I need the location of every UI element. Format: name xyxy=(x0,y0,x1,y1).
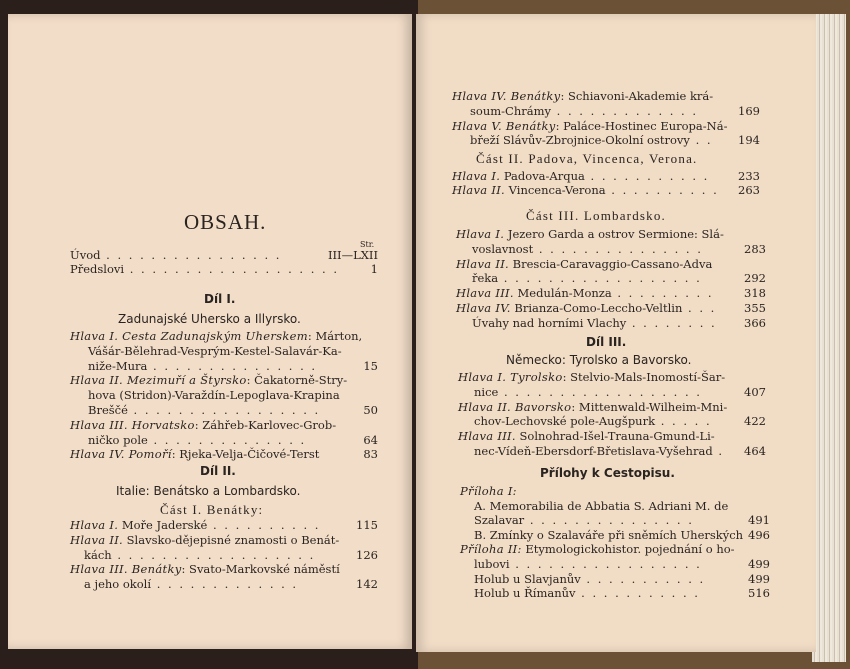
toc-line-heading: Hlava IV. Benátky xyxy=(452,89,561,103)
toc-line-text: : Stelvio-Mals-Inomostí-Šar- xyxy=(562,370,726,384)
appendix-title: Přílohy k Cestopisu. xyxy=(540,466,675,480)
toc-line xyxy=(460,485,517,498)
toc-line xyxy=(474,587,700,600)
toc-line xyxy=(452,170,709,183)
toc-line-text: : Záhřeb-Karlovec-Grob- xyxy=(194,417,337,432)
toc-line-heading: Hlava II. xyxy=(452,183,506,197)
toc-line xyxy=(474,529,743,542)
toc-line xyxy=(456,302,716,315)
toc-page-number: 516 xyxy=(748,586,770,601)
toc-leader-dots: . . . . . . . . . . . . . . . . . xyxy=(127,403,321,417)
toc-line xyxy=(70,534,339,547)
toc-line-text: lubovi xyxy=(474,557,510,571)
dil2-part-title: Část I. Benátky: xyxy=(160,502,264,517)
toc-page-number: 355 xyxy=(744,301,766,315)
toc-line xyxy=(472,317,717,330)
toc-line-text: : Čakatorně-Stry- xyxy=(246,373,348,388)
toc-leader-dots: . . . . . . . . . . . . . xyxy=(151,577,299,592)
toc-line-heading: Hlava I. xyxy=(456,227,505,241)
toc-leader-dots: . . . . . . . . . . . . . . . xyxy=(524,513,694,528)
toc-page-number: 283 xyxy=(744,241,766,256)
toc-line-heading: Hlava IV. xyxy=(456,301,511,315)
toc-line xyxy=(458,371,725,384)
right-page xyxy=(416,14,816,652)
toc-line xyxy=(458,401,727,414)
toc-line xyxy=(460,543,735,556)
toc-line-text: hova (Stridon)-Varaždín-Lepoglava-Krapina xyxy=(88,388,340,403)
toc-line-heading: Hlava II. Mezimuří a Štyrsko xyxy=(70,373,247,388)
toc-leader-dots: . . . . . . . . . xyxy=(611,286,714,301)
toc-line-heading: Příloha II: xyxy=(460,542,522,557)
toc-page-number: 366 xyxy=(744,315,766,330)
toc-line xyxy=(84,549,315,562)
toc-leader-dots: . . . . . . . . . . xyxy=(207,518,321,532)
toc-line xyxy=(88,345,342,358)
toc-line-text: : Rjeka-Velja-Čičové-Terst xyxy=(171,447,320,462)
toc-line-text: a jeho okolí xyxy=(84,577,152,592)
toc-leader-dots: . xyxy=(712,444,724,458)
toc-line-text: Jezero Garda a ostrov Sermione: Slá- xyxy=(504,227,724,241)
toc-line-heading: Hlava V. Benátky xyxy=(452,118,556,133)
toc-line-text: Brescia-Caravaggio-Cassano-Adva xyxy=(509,256,713,271)
toc-line xyxy=(88,434,306,447)
toc-page-number: 1 xyxy=(370,262,378,276)
toc-line-heading: Hlava II. xyxy=(70,532,124,547)
toc-line-text: Úvahy nad horními Vlachy xyxy=(472,315,627,330)
toc-page-number: 126 xyxy=(356,547,378,562)
toc-leader-dots: . . . . . . . . . . . . . . xyxy=(147,432,307,447)
toc-page-number: 194 xyxy=(738,133,760,148)
toc-page-number: 407 xyxy=(744,384,766,399)
toc-page-number: 64 xyxy=(363,432,378,447)
toc-line-text: : Márton, xyxy=(307,329,363,343)
toc-line-text: Medulán-Monza xyxy=(513,286,612,301)
toc-line-text: Breščé xyxy=(88,403,128,417)
toc-page-number: 464 xyxy=(744,444,766,458)
toc-page-number: 115 xyxy=(356,518,378,532)
toc-page-number: 499 xyxy=(748,557,770,571)
toc-line xyxy=(70,519,320,532)
toc-line xyxy=(472,272,702,285)
toc-line xyxy=(472,243,703,256)
toc-line-text: voslavnost xyxy=(472,241,534,256)
toc-line-heading: Hlava I. xyxy=(70,518,119,532)
dil3-subtitle: Německo: Tyrolsko a Bavorsko. xyxy=(506,353,692,367)
toc-leader-dots: . . . . . . . . . . . . . . . xyxy=(533,241,703,256)
toc-page-number: 422 xyxy=(744,414,766,429)
toc-line xyxy=(452,120,727,133)
intro-line-label: Úvod xyxy=(70,248,101,262)
toc-line-heading: Příloha I: xyxy=(460,484,517,498)
toc-line xyxy=(70,330,362,343)
toc-page-number: 263 xyxy=(738,183,760,197)
toc-line-text: A. Memorabilia de Abbatia S. Adriani M. de xyxy=(474,498,729,513)
toc-line xyxy=(474,445,724,458)
dil3-title: Díl III. xyxy=(586,335,627,349)
toc-line-text: řeka xyxy=(472,271,499,286)
toc-line-heading: Hlava I. xyxy=(452,169,501,183)
part3-title: Část III. Lombardsko. xyxy=(526,208,667,223)
toc-line-text: Vášár-Bělehrad-Vesprým-Kestel-Salavár-Ka- xyxy=(88,343,342,358)
toc-line-text: Szalavar xyxy=(474,513,525,528)
toc-leader-dots: . . . . . . . . . . . . . xyxy=(550,103,699,118)
toc-line xyxy=(474,558,702,571)
toc-line-text: Solnohrad-Išel-Trauna-Gmund-Li- xyxy=(515,429,715,444)
toc-line xyxy=(88,389,340,402)
toc-leader-dots: . . . . . . . . . . . . . . . xyxy=(147,358,318,373)
toc-line-text: : Paláce-Hostinec Europa-Ná- xyxy=(555,118,728,133)
toc-page-number: 83 xyxy=(363,447,378,462)
toc-leader-dots: . . . . . . . . . . . . . . . . . . xyxy=(498,384,702,399)
toc-leader-dots: . . xyxy=(689,133,713,148)
toc-line xyxy=(70,448,319,461)
toc-line xyxy=(84,578,298,591)
toc-leader-dots: . . . . . . . . . . . . . . . . xyxy=(100,248,282,262)
toc-leader-dots: . . . . . . . . . . . . . . . . . . . xyxy=(124,262,340,276)
toc-line-text: břeží Slávův-Zbrojnice-Okolní ostrovy xyxy=(470,133,690,148)
dil2-title: Díl II. xyxy=(200,464,236,478)
toc-leader-dots: . . . . . . . . . . xyxy=(605,183,719,197)
intro-line-label: Předslovi xyxy=(70,262,125,276)
toc-line xyxy=(474,500,728,513)
toc-leader-dots: . . . . . . . . . . . . . . . . . xyxy=(509,557,702,571)
page-column-label: Str. xyxy=(360,240,375,249)
toc-leader-dots: . . . . . . . . . . . . . . . . . . xyxy=(498,271,702,286)
toc-page-number: 142 xyxy=(356,577,378,592)
dil1-title: Díl I. xyxy=(204,292,236,306)
toc-page-number: 292 xyxy=(744,271,766,286)
toc-line-heading: Hlava III. xyxy=(458,429,516,444)
toc-line xyxy=(474,415,712,428)
toc-line xyxy=(452,184,719,197)
toc-line-text: Holub u Římanův xyxy=(474,586,576,601)
page-edges xyxy=(812,14,846,662)
toc-line xyxy=(474,573,705,586)
toc-leader-dots: . . . xyxy=(682,301,717,315)
toc-line-text: : Mittenwald-Wilheim-Mni- xyxy=(571,399,728,414)
toc-line-text: chov-Lechovské pole-Augšpurk xyxy=(474,414,656,429)
toc-leader-dots: . . . . . xyxy=(655,414,712,429)
toc-line xyxy=(456,228,724,241)
toc-line-text: kách xyxy=(84,547,112,562)
left-page xyxy=(8,14,412,649)
toc-line-text: niže-Mura xyxy=(88,358,148,373)
toc-page-number: 496 xyxy=(748,527,770,542)
toc-line xyxy=(456,258,712,271)
toc-line-text: Holub u Slavjanův xyxy=(474,571,581,586)
toc-line xyxy=(70,563,340,576)
toc-line-heading: Hlava III. Horvatsko xyxy=(70,417,195,432)
toc-line-heading: Hlava III. xyxy=(456,286,514,301)
toc-line-text: : Schiavoni-Akademie krá- xyxy=(560,89,714,103)
toc-line xyxy=(470,105,698,118)
toc-page-number: 499 xyxy=(748,571,770,586)
toc-line-heading: Hlava III. Benátky xyxy=(70,562,182,577)
toc-line-heading: Hlava IV. Pomoří xyxy=(70,447,172,462)
toc-line-text: Etymologickohistor. pojednání o ho- xyxy=(521,542,735,557)
toc-page-number: 50 xyxy=(363,403,378,417)
toc-line-heading: Hlava II. xyxy=(456,256,510,271)
toc-line-heading: Hlava I. Tyrolsko xyxy=(458,370,563,384)
dil2-subtitle: Italie: Benátsko a Lombardsko. xyxy=(116,484,301,498)
toc-line xyxy=(452,90,713,103)
toc-page-number: 491 xyxy=(748,513,770,528)
part2-title: Část II. Padova, Vincenca, Verona. xyxy=(476,151,698,166)
toc-line xyxy=(458,430,715,443)
toc-line-heading: Hlava I. Cesta Zadunajským Uherskem xyxy=(70,329,308,343)
toc-line-text: Brianza-Como-Leccho-Veltlin xyxy=(510,301,683,315)
toc-line xyxy=(70,374,347,387)
toc-line xyxy=(70,419,336,432)
toc-page-number: 233 xyxy=(738,169,760,183)
toc-line xyxy=(456,287,714,300)
toc-line xyxy=(88,404,320,417)
toc-line-text: ničko pole xyxy=(88,432,148,447)
toc-line-text: B. Zmínky o Szalaváře při sněmích Uherských xyxy=(474,527,744,542)
toc-line xyxy=(88,360,317,373)
toc-line-text: soum-Chrámy xyxy=(470,103,551,118)
toc-leader-dots: . . . . . . . . . . . xyxy=(584,169,710,183)
toc-line-text: Vincenca-Verona xyxy=(505,183,606,197)
toc-line xyxy=(474,386,702,399)
toc-leader-dots: . . . . . . . . . . . xyxy=(580,571,706,586)
contents-heading: OBSAH. xyxy=(184,210,267,234)
intro-line xyxy=(70,249,281,262)
toc-leader-dots: . . . . . . . . . . . xyxy=(575,586,700,601)
toc-page-number: 15 xyxy=(363,358,378,373)
toc-line-text: Padova-Arqua xyxy=(500,169,585,183)
toc-line-text: nice xyxy=(474,384,499,399)
toc-leader-dots: . . . . . . . . xyxy=(626,315,717,330)
toc-line-text: Moře Jaderské xyxy=(118,518,208,532)
toc-line-text: Slavsko-dějepisné znamosti o Benát- xyxy=(123,532,340,547)
toc-line-text: nec-Vídeň-Ebersdorf-Břetislava-Vyšehrad xyxy=(474,444,713,458)
dil1-subtitle: Zadunajské Uhersko a Illyrsko. xyxy=(118,312,301,326)
toc-line xyxy=(474,514,694,527)
intro-line xyxy=(70,263,339,276)
toc-line-text: : Svato-Markovské náměstí xyxy=(181,562,340,577)
toc-page-number: III—LXII xyxy=(327,248,378,262)
toc-line xyxy=(470,134,713,147)
toc-page-number: 169 xyxy=(738,103,760,118)
toc-line-heading: Hlava II. Bavorsko xyxy=(458,399,572,414)
toc-leader-dots: . . . . . . . . . . . . . . . . . . xyxy=(111,547,316,562)
toc-page-number: 318 xyxy=(744,286,766,301)
